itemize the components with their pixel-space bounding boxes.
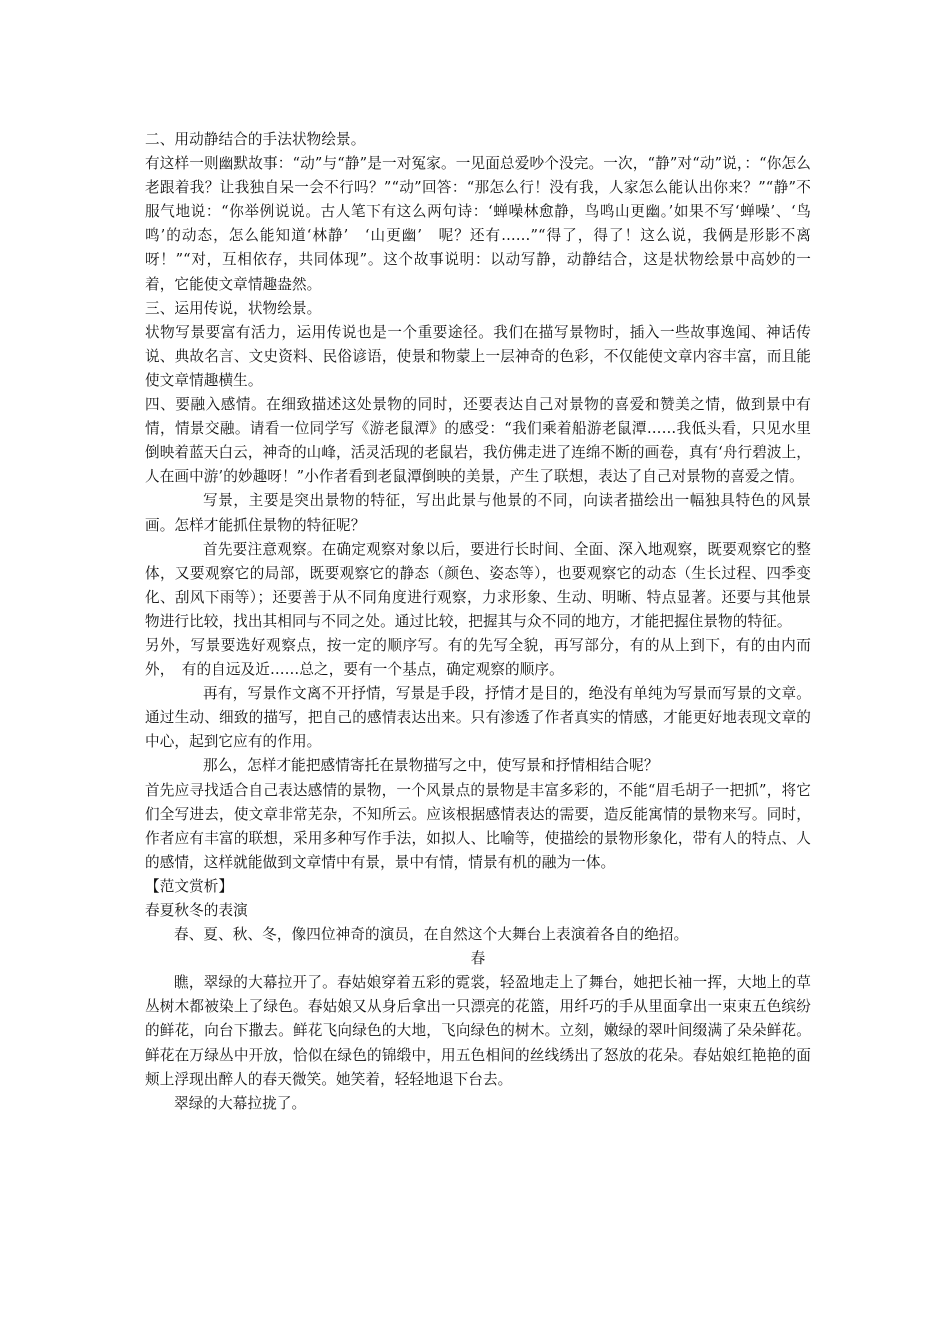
paragraph-question: 那么，怎样才能把感情寄托在景物描写之中，使写景和抒情相结合呢？: [203, 757, 659, 775]
section-model-essay: 【范文赏析】: [145, 877, 234, 895]
paragraph-choose-scenery: 首先应寻找适合自己表达感情的景物，一个风景点的景物是丰富多彩的，不能“眉毛胡子一把抓”，将它们全写进去，使文章非常芜杂，不知所云。应该根据感情表达的需要，造反能寓情的景物来写。同时，作者应有丰富的联想，采用多种写作手法，如拟人、比喻等，使描绘的景物形象化，带有人的特点、人的感情，这样就能做到文章情中有景，景中有情，情景有机的融为一体。: [145, 781, 811, 871]
paragraph-observation: 首先要注意观察。在确定观察对象以后，要进行长时间、全面、深入地观察，既要观察它的整体，又要观察它的局部，既要观察它的静态（颜色、姿态等），也要观察它的动态（生长过程、四季变化、刮风下雨等）；还要善于从不同角度进行观察，力求形象、生动、明晰、特点显著。还要与其他景物进行比较，找出其相同与不同之处。通过比较，把握其与众不同的地方，才能把握住景物的特征。: [145, 540, 811, 630]
essay-spring-paragraph: 瞧，翠绿的大幕拉开了。春姑娘穿着五彩的霓裳，轻盈地走上了舞台，她把长袖一挥，大地上的草丛树木都被染上了绿色。春姑娘又从身后拿出一只漂亮的花篮，用纤巧的手从里面拿出一束束五色缤纷的鲜花，向台下撒去。鲜花飞向绿色的大地，飞向绿色的树木。立刻，嫩绿的翠叶间缀满了朵朵鲜花。鲜花在万绿丛中开放，恰似在绿色的锦缎中，用五色相间的丝线绣出了怒放的花朵。春姑娘红艳艳的面颊上浮现出醉人的春天微笑。她笑着，轻轻地退下台去。: [145, 974, 811, 1088]
paragraph-scene-features: 写景，主要是突出景物的特征，写出此景与他景的不同，向读者描绘出一幅独具特色的风景画。怎样才能抓住景物的特征呢？: [145, 492, 811, 534]
essay-spring-closing: 翠绿的大幕拉拢了。: [174, 1094, 307, 1112]
paragraph-legends: 状物写景要富有活力，运用传说也是一个重要途径。我们在描写景物时，插入一些故事逸闻、神话传说、典故名言、文史资料、民俗谚语，使景和物蒙上一层神奇的色彩，不仅能使文章内容丰富，而且能使文章情趣横生。: [145, 323, 811, 389]
essay-title: 春夏秋冬的表演: [145, 902, 248, 919]
paragraph-viewpoint-order: 另外，写景要选好观察点，按一定的顺序写。有的先写全貌，再写部分，有的从上到下，有的由内而外， 有的自远及近……总之，要有一个基点，确定观察的顺序。: [145, 636, 811, 679]
paragraph-humor-story: 有这样一则幽默故事：“动”与“静”是一对冤家。一见面总爱吵个没完。一次，“静”对“动”说，：“你怎么老跟着我？让我独自呆一会不行吗？”“动”回答：“那怎么行！没有我，人家怎么能认出你来？”“静”不服气地说：“你举例说说。古人笔下有这么两句诗：‘蝉噪林愈静，鸟鸣山更幽。’如果不写‘蝉噪’、‘鸟鸣’的动态，怎么能知道‘林静’ ‘山更幽’ 呢？还有……”“得了，得了！这么说，我俩是形影不离呀！”“对，互相依存，共同体现”。这个故事说明：以动写静，动静结合，这是状物绘景中高妙的一着，它能使文章情趣盎然。: [145, 155, 811, 293]
paragraph-lyricism: 再有，写景作文离不开抒情，写景是手段，抒情才是目的，绝没有单纯为写景而写景的文章。通过生动、细致的描写，把自己的感情表达出来。只有渗透了作者真实的情感，才能更好地表现文章的中心，起到它应有的作用。: [145, 685, 811, 751]
document-body: [145, 128, 811, 1116]
paragraph-emotion: 四、要融入感情。在细致描述这处景物的同时，还要表达自己对景物的喜爱和赞美之情，做到景中有情，情景交融。请看一位同学写《游老鼠潭》的感受：“我们乘着船游老鼠潭……我低头看，只见水里倒映着蓝天白云，神奇的山峰，活灵活现的老鼠岩，我仿佛走进了连绵不断的画卷，真有‘舟行碧波上，人在画中游’的妙趣呀！”小作者看到老鼠潭倒映的美景，产生了联想，表达了自己对景物的喜爱之情。: [145, 396, 811, 486]
heading-legends: 三、运用传说，状物绘景。: [145, 299, 322, 317]
essay-intro: 春、夏、秋、冬，像四位神奇的演员，在自然这个大舞台上表演着各自的绝招。: [174, 926, 689, 944]
essay-subtitle-spring: 春: [470, 950, 486, 968]
heading-dynamic-static: 二、用动静结合的手法状物绘景。: [145, 131, 366, 148]
